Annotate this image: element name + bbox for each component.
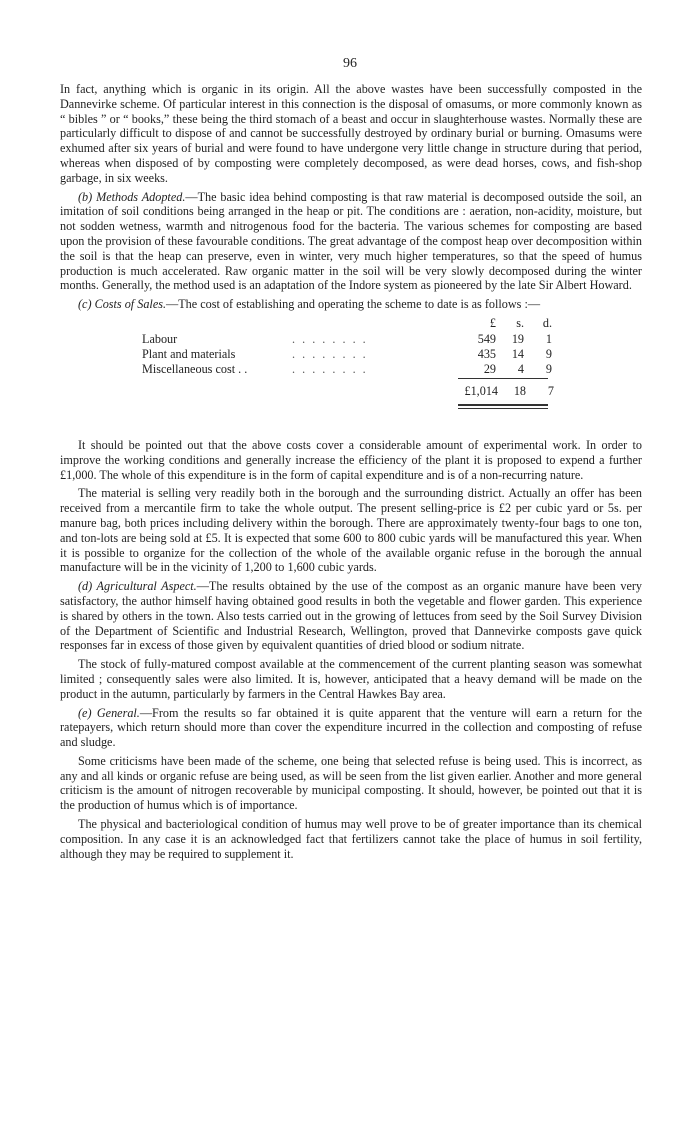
section-c-paragraph (60, 297, 642, 312)
leader-dots: . . . . . . . . (292, 331, 368, 346)
paragraph-stock: The stock of fully-matured compost available at the commencement of the current planting season was somewhat limited ; consequently sales were also limited. It is, however, anticipated that a heavy demand will be made on the product in the autumn, particularly by farmers in the Central Hawkes Bay area. (60, 657, 642, 701)
costs-header (456, 316, 556, 331)
paragraph-humus: The physical and bacteriological condition of humus may well prove to be of greater importance than its chemical composition. In any case it is an acknowledged fact that fertilizers cannot take the place of humus in soil fertility, although they may be required to supplement it. (60, 817, 642, 861)
section-b-paragraph (60, 190, 642, 294)
costs-total (446, 384, 556, 399)
section-d-paragraph (60, 579, 642, 653)
total-shillings: 18 (513, 383, 526, 398)
section-d-heading: (d) Agricultural Aspect. (78, 579, 197, 594)
header-pounds: £ (489, 315, 496, 330)
subtotal-rule (458, 378, 548, 379)
costs-row-pence: 9 (545, 361, 552, 376)
header-pence: d. (542, 315, 552, 330)
costs-row-label: Miscellaneous cost . . (142, 361, 248, 376)
header-shillings: s. (516, 315, 524, 330)
costs-row-shillings: 4 (517, 361, 524, 376)
total-pounds: £1,014 (464, 383, 498, 398)
paragraph-criticisms: Some criticisms have been made of the scheme, one being that selected refuse is being used. This is incorrect, as any and all kinds or organic refuse are being used, as will be seen from the list given earlier. Another and more general criticism is the amount of nitrogen recoverable by municipal composting. It should, however, be pointed out that it is the production of humus which is of importance. (60, 753, 642, 813)
body-text (60, 82, 642, 865)
section-e-heading: (e) General. (78, 705, 140, 720)
costs-row-label: Labour (142, 331, 178, 346)
total-double-rule (458, 404, 548, 409)
paragraph-selling: The material is selling very readily both in the borough and the surrounding district. Actually an offer has been received from a mercantile firm to take the whole output. The present selling-price is £2 per cubic yard or 5s. per manure bag, both prices including delivery within the borough. There are approximately twenty-four bags to one ton, and ton-lots are being sold at £5. It is expected that some 600 to 800 cubic yards will be manufactured this year. When it is possible to organize for the collection of the whole of the available organic refuse in the borough the annual manufacture will be in the vicinity of 1,200 to 1,600 cubic yards. (60, 486, 642, 575)
costs-row-pounds: 435 (477, 346, 496, 361)
section-c-heading: (c) Costs of Sales. (78, 297, 167, 312)
leader-dots: . . . . . . . . (292, 346, 368, 361)
section-c-text: —The cost of establishing and operating the scheme to date is as follows :— (166, 297, 541, 312)
costs-table (60, 316, 642, 426)
paragraph-intro: In fact, anything which is organic in its origin. All the above wastes have been successfully composted in the Dannevirke scheme. Of particular interest in this connection is the disposal of omasums, or more commonly known as “ bibles ” or “ books,” these being the third stomach of a beast and occur in slaughterhouse wastes. Normally these are particularly difficult to dispose of and cannot be successfully destroyed by ordinary burial or burning. Omasums were exhumed after six years of burial and were found to have undergone very little change in structure during that period, whereas when disposed of by composting were completely decomposed, as were dead horses, cows, and fish-shop garbage, in six weeks. (60, 82, 642, 185)
paragraph-experimental: It should be pointed out that the above costs cover a considerable amount of experimental work. In order to improve the working conditions and generally increase the efficiency of the plant it is proposed to expend a further £1,000. The whole of this expenditure is in the form of capital expenditure and is of a non-recurring nature. (60, 437, 642, 482)
costs-row-pounds: 549 (477, 331, 496, 346)
total-pence: 7 (547, 383, 554, 398)
costs-row-shillings: 14 (511, 346, 524, 361)
section-b-heading: (b) Methods Adopted. (78, 189, 186, 204)
section-d-text: —The results obtained by the use of the compost as an organic manure have been very satisfactory, the author himself having obtained good results in both the vegetable and flower garden. This experience is shared by others in the town. Also tests carried out in the growing of lettuces from seed by the Soil Survey Division of the Department of Scientific and Industrial Research, Wellington, proved that Dannevirke composts gave quick responses far in excess of those given by equivalent quantities of dried blood or sodium nitrate. (60, 579, 643, 653)
leader-dots: . . . . . . . . (292, 361, 368, 376)
section-b-text: —The basic idea behind composting is that raw material is decomposed outside the soil, an imitation of soil conditions being arranged in the heap or pit. The conditions are : aeration, non-acidity, moisture, but not sodden wetness, warmth and nitrogenous food for the bacteria. The various schemes for composting are based upon the provision of these favourable conditions. The great advantage of the compost heap over decomposition within the soil is that the heap can preserve, even in winter, very much higher temperatures, so that the speed of humus production is much accelerated. Raw organic matter in the soil will be very slowly decomposed during the winter months. Generally, the method used is an adaptation of the Indore system as pioneered by the late Sir Albert Howard. (60, 189, 643, 293)
costs-row-pence: 9 (545, 346, 552, 361)
costs-row-shillings: 19 (511, 331, 524, 346)
section-e-text: —From the results so far obtained it is quite apparent that the venture will earn a return for the ratepayers, which return should more than cover the expenditure incurred in the collection and composting of refuse and sludge. (60, 705, 643, 750)
costs-row-pounds: 29 (483, 361, 496, 376)
costs-row-label: Plant and materials (142, 346, 236, 361)
costs-row-pence: 1 (545, 331, 552, 346)
page-number: 96 (343, 56, 357, 71)
section-e-paragraph (60, 706, 642, 750)
